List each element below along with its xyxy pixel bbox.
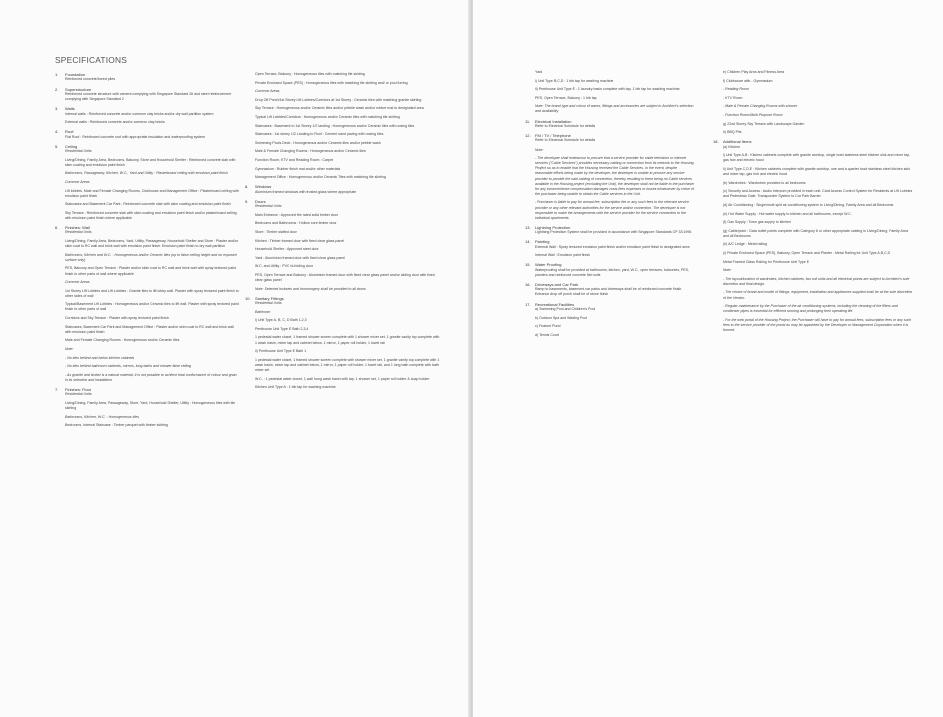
spec-paragraph: - Function Room/Multi-Purpose Room (723, 112, 783, 117)
spec-paragraph: Ramp to basements, basement car parks and driveways shall be of reinforced concrete finish. Entrance drop off porch shall be of stone finish (535, 287, 683, 297)
section-title: Walls (65, 106, 75, 112)
spec-paragraph: PES, Balcony and Open Terrace : Plaster and/or skim coat to RC wall and brick wall with spray textured paint finish to other parts of wall where applicable (65, 266, 237, 276)
spec-paragraph: Yard (535, 70, 543, 74)
spec-paragraph: Aluminium framed windows with frosted glass where appropriate (255, 189, 357, 194)
section-title: Foundation (65, 72, 86, 77)
section-body (245, 204, 440, 292)
spec-paragraph: - KTV Room (723, 95, 743, 100)
spec-paragraph: Lift lobbies, Male and Female Changing Rooms, Clubhouse and Management Office : Plasterboard ceiling with emulsion paint finish (65, 188, 239, 198)
spec-paragraph: - As granite and timber is a natural material, it is not possible to achieve total conformance of colour and grain in its selection and installation (65, 372, 237, 382)
spec-paragraph: 1 pedestal water closet, 1 framed shower screen complete with shower mixer set, 1 granite vanity top complete with 1 wash basin, mixer tap and cabinet below, 1 mirror, 1 paper roll holder, 1 towel rail, and 1 long bath complete with bath mixer set (255, 357, 440, 372)
spec-paragraph: Living/Dining, Family Area, Bedrooms, Balcony, Store and Household Shelter : Reinforced concrete slab with skim coating and emulsion paint finish (65, 157, 236, 167)
spec-section (245, 184, 440, 195)
section-number: 1. (55, 72, 59, 77)
spec-paragraph: W.C. : 1 pedestal water closet, 1 wall hung wash basin with tap, 1 shower set, 1 paper roll holder & soap holder (255, 376, 430, 381)
column-1 (55, 72, 240, 432)
spec-paragraph: Residential Units (255, 301, 282, 306)
spec-paragraph: - For the web portal of the Housing Project, the Purchaser will have to pay for annual fees, subscription fees or any such fees to the service provider of the portal as may be appointed by the Developer or Management Corporation when it is formed. (723, 317, 912, 332)
spec-paragraph: i) Unit Type A, B, C, D Bath 1,2,3 (255, 318, 307, 323)
spec-paragraph: (i) Private Enclosed Space (PES), Balcony, Open Terrace and Planter : Metal Railing for Unit Type A,B,C,D (723, 250, 891, 255)
spec-paragraph: W.C. and Utility : PVC bi-folding door (255, 264, 313, 269)
spec-paragraph: Note: The brand type and colour of wares, fittings and accessories are subject to Architect's selection and availability (535, 104, 694, 114)
spec-section (525, 70, 695, 115)
spec-paragraph: - The choice of brand and model of fittings, equipment, installation and appliances supplied shall be at the sole discretion of the Vendor. (723, 290, 913, 300)
section-number: 18. (713, 139, 719, 145)
spec-paragraph: (a) Kitchen (723, 144, 741, 149)
section-body (55, 392, 240, 428)
spec-paragraph: d) Tennis Court (535, 332, 559, 337)
section-number: 17. (525, 301, 531, 307)
section-number: 10. (245, 295, 251, 301)
section-number: 15. (525, 262, 531, 268)
spec-paragraph: Note: (723, 268, 732, 273)
section-title: Doors (255, 198, 266, 204)
spec-paragraph: Bathrooms, Kitchen and W.C. : Homogeneous and/or Ceramic tiles (up to false ceiling height and on exposed surface only) (65, 252, 237, 262)
spec-paragraph: Staircases and Basement Car Park : Reinforced concrete slab with skim coating and emulsion paint finish (65, 202, 231, 207)
spec-paragraph: Residential Units (65, 149, 92, 154)
section-number: 2. (55, 86, 59, 92)
spec-paragraph: i) Unit Type A,B : Kitchen cabinets complete with granite worktop, single bowl stainless steel kitchen sink and mixer tap, gas hob and electric hood (723, 153, 911, 163)
spec-paragraph: i) Unit Type B,C,D : 1 bib tap for washing machine (535, 78, 614, 83)
spec-paragraph: Reinforced concrete/bored piles (65, 77, 116, 82)
section-number: 7. (55, 386, 59, 392)
spec-paragraph: e) Children Play Area and Fitness Area (723, 70, 785, 74)
spec-paragraph: Management Office : Homogeneous and/or Ceramic Tiles with matching tile skirting (255, 175, 386, 180)
section-number: 4. (55, 129, 59, 135)
spec-paragraph: Staircases : Basement to 1st Storey 1/2 landing : Homogeneous and/or Ceramic tiles with nosing tiles (255, 123, 415, 128)
spec-paragraph: Bathroom (255, 309, 271, 314)
spec-section (245, 72, 440, 180)
column-2 (245, 72, 440, 394)
spec-paragraph: c) Feature Pond (535, 324, 561, 329)
spec-paragraph: 1st Storey Lift Lobbies and Lift Lobbies : Granite tiles to lift lobby wall. Plaster with spray textured paint finish to other sides of wall (65, 288, 239, 298)
spec-paragraph: Male and Female Changing Rooms : Homogeneous and/or Ceramic tiles (65, 338, 180, 343)
spec-paragraph: Sky Terrace : Homogeneous and/or Ceramic tiles and/or pebble wash and/or rubber mat to designated area (255, 106, 424, 111)
spec-paragraph: - Reading Room (723, 87, 749, 92)
spec-section (245, 199, 440, 292)
section-title: Additional Items (723, 139, 752, 145)
spec-section (525, 148, 695, 221)
spec-paragraph: (d) Air Conditioning : Single/multi split air conditioning system to Living/Dining, Family Area and all Bedrooms (723, 202, 894, 207)
section-title: Ceiling (65, 143, 78, 149)
spec-paragraph: Household Shelter : Approved steel door (255, 247, 319, 252)
spec-paragraph: Lightning Protection System shall be provided in accordance with Singapore Standards CP 33:1996 (535, 230, 692, 235)
section-body (713, 70, 913, 135)
spec-paragraph: Drop Off Porch/1st Storey Lift Lobbies/Corridors at 1st Storey : Ceramic tiles with matching granite skirting (255, 97, 422, 102)
spec-paragraph: 1 pedestal water closet, 1 framed shower screen complete with 1 shower mixer set, 1 granite vanity top complete with 1 wash basin, mixer tap and cabinet below, 1 mirror, 1 paper roll holder, 1 towel rail (255, 335, 440, 345)
spec-section (55, 72, 240, 83)
spec-paragraph: Common Areas (65, 280, 90, 285)
left-page (0, 0, 470, 717)
spec-paragraph: Common Areas (255, 89, 280, 94)
spec-section (525, 282, 695, 298)
spec-paragraph: - Regular maintenance by the Purchaser of the air conditioning systems, including the cleaning of the filters and condenser pipes is essential for efficient running and prolonging their operating life. (723, 304, 898, 314)
section-title: Painting (535, 239, 550, 245)
section-number: 16. (525, 281, 531, 287)
spec-paragraph: Bathrooms, Kitchen, W.C. : Homogeneous tiles (65, 414, 139, 419)
section-body (713, 145, 913, 333)
spec-paragraph: Internal walls : Reinforced concrete and/or common clay bricks and/or dry wall partition system (65, 111, 214, 116)
spec-paragraph: External walls : Reinforced concrete and/or common clay bricks (65, 120, 165, 125)
spec-paragraph: External Wall : Spray textured emulsion paint finish and/or emulsion paint finish to designated area (535, 244, 690, 249)
spec-paragraph: Kitchen : Timber framed door with fixed clear glass panel (255, 238, 345, 243)
page-title: SPECIFICATIONS (55, 55, 127, 65)
spec-paragraph: Reinforced concrete structure with cement complying with Singapore Standard 26 and steel reinforcement complying with Singapore Standard 2 (65, 91, 232, 101)
spec-paragraph: Metal Framed Glass Railing for Penthouse Unit Type E (723, 259, 810, 264)
section-body (525, 124, 695, 129)
spec-paragraph: Note: (535, 147, 544, 152)
section-title: Windows (255, 184, 272, 190)
spec-paragraph: Note: Selected locksets and ironmongery shall be provided to all doors (255, 286, 366, 291)
spec-paragraph: Common Areas (65, 179, 90, 184)
spec-section (55, 87, 240, 103)
spec-paragraph: - No tiles behind and below kitchen cabinets (65, 355, 135, 360)
spec-paragraph: Male & Female Changing Rooms : Homogeneous and/or Ceramic tiles (255, 149, 366, 154)
spec-paragraph: Penthouse Unit Type E Bath 2,3,4 (255, 326, 309, 331)
section-body (245, 301, 440, 390)
spec-paragraph: Waterproofing shall be provided at bathrooms, kitchen, yard, W.C., open terraces, balconies, PES, planters and reinforced concrete flat roofs (535, 267, 690, 277)
section-title: Electrical Installation (535, 118, 572, 124)
spec-paragraph: ii) Unit Type C,D,E : Kitchen cabinets complete with granite worktop, one and a quarter bowl stainless steel kitchen sink and mixer tap, gas hob and electric hood (723, 166, 911, 177)
spec-paragraph: b) Outdoor Spa and Wading Pool (535, 315, 588, 320)
section-number: 5. (55, 143, 59, 149)
section-number: 3. (55, 106, 59, 112)
spec-section (525, 262, 695, 278)
spec-paragraph: h) BBQ Pits (723, 130, 742, 135)
section-title: Finishes: Floor (65, 386, 92, 392)
spec-section (713, 139, 913, 333)
spec-paragraph: (b) Wardrobes : Wardrobes provided to all bedrooms (723, 180, 806, 185)
spec-paragraph: (g) Cable/point : Data outlet points complete with Category 6 or other appropriate cabling in Living/Dining, Family Area and all Bedrooms (723, 228, 908, 238)
spec-paragraph: (e) Hot Water Supply : Hot water supply to kitchen and all bathrooms, except W.C. (723, 211, 852, 216)
spec-paragraph: (c) Security and Access : Audio intercom provided in each unit. Card Access Control System for Residents at Lift Lobbies and Pedestrian Gate. Transponder System to Car Park Barrier (723, 189, 913, 199)
section-title: Superstructure (65, 86, 92, 92)
section-body (245, 72, 440, 180)
spec-section (55, 144, 240, 221)
section-body (525, 70, 695, 115)
section-body (525, 268, 695, 278)
spec-paragraph: Main Entrance : Approved fire rated solid timber door (255, 212, 339, 217)
spec-paragraph: (h) A/C Ledge : Metal railing (723, 242, 767, 247)
spec-section (55, 129, 240, 140)
section-body (525, 287, 695, 297)
spec-paragraph: Private Enclosed Space (PES) : Homogeneous tiles with matching tile skirting and/ or pool furring (255, 80, 408, 85)
section-body (525, 148, 695, 221)
section-number: 14. (525, 239, 531, 245)
section-body (525, 307, 695, 338)
column-3 (525, 70, 695, 342)
spec-paragraph: PES, Open Terrace, Balcony : 1 bib tap (535, 95, 597, 100)
spec-paragraph: Bathrooms, Passageway, Kitchen, W.C., Yard and Utility : Plasterboard ceiling with emulsion paint finish (65, 171, 228, 176)
spec-paragraph: PES, Open Terrace and Balcony : Aluminium framed door with fixed clear glass panel and/or sliding door with fixed clear glass panel (255, 272, 435, 282)
spec-paragraph: - Purchaser is liable to pay for annual fee, subscription fee or any such fees to the relevant service provider or any other relevant authorities for the service and/or connection. The developer is not responsible to make the arrangements with the service provider for the service connection to the individual apartments. (535, 200, 689, 220)
section-title: Water Proofing (535, 262, 562, 268)
spec-paragraph: Refer to Electrical Schedule for details (535, 123, 596, 128)
spec-section (525, 119, 695, 130)
spec-section (525, 239, 695, 258)
spec-section (713, 70, 913, 135)
section-number: 12. (525, 133, 531, 139)
spec-section (245, 296, 440, 391)
spec-paragraph: Swimming Pools Deck : Homogeneous and/or Ceramic tiles and/or pebble wash (255, 140, 381, 145)
spec-paragraph: (f) Gas Supply : Town gas supply to kitchen (723, 220, 791, 225)
section-body (55, 112, 240, 126)
spec-paragraph: Sky Terrace : Reinforced concrete slab with skim coating and emulsion paint finish and/or plasterboard ceiling with emulsion paint finish where applicable (65, 210, 237, 220)
spec-paragraph: - The layout/location of wardrobes, kitchen cabinets, fan coil units and all electrical points are subject to Architect's sole discretion and final design. (723, 276, 910, 286)
section-title: Lightning Protection (535, 224, 571, 230)
spec-paragraph: Refer to Electrical Schedule for details (535, 138, 596, 143)
section-body (55, 149, 240, 221)
spec-paragraph: Living/Dining, Family Area, Bedrooms, Yard, Utility, Passageway, Household Shelter and Store : Plaster and/or skim coat to RC wall and brick wall with emulsion paint finish. Emulsion paint finish to dry wall partition (65, 239, 239, 249)
section-number: 9. (245, 198, 249, 204)
spec-paragraph: Typical Lift Lobbies/Corridors : Homogeneous and/or Ceramic tiles with matching tile skirting (255, 114, 400, 119)
spec-section (55, 387, 240, 428)
section-body (55, 92, 240, 102)
column-4 (713, 70, 913, 337)
section-number: 13. (525, 224, 531, 230)
spec-section (525, 133, 695, 144)
spec-section (55, 225, 240, 383)
right-page (473, 0, 943, 717)
spec-paragraph: Residential Units (65, 392, 92, 397)
spec-paragraph: - The developer shall endeavour to procure that a service provider for cable television or internet services ("Cable Services") provides necessary cabling or connection from its network to the Housing Project so as to enable that the Housing received the Cable Services. In the event, despite reasonable efforts being made by the developer, the developer is unable to procure any service provider to provide the said cabling of connection, thereby resulting in there being no Cable services available in the Housing project (excluding the Unit), the developer shall not be liable to the purchaser for any inconvenience compensation damages costs fees expenses or losses whatsoever by virtue of the purchaser being unable to obtain the Cable services in the Unit. (535, 156, 695, 196)
spec-paragraph: a) Swimming Pool and Children's Pool (535, 306, 596, 311)
spec-paragraph: Open Terrace, Balcony : Homogeneous tiles with matching tile skirting (255, 72, 365, 76)
spec-paragraph: Function Room, KTV and Reading Room : Carpet (255, 157, 334, 162)
section-title: Sanitary Fittings (255, 295, 284, 301)
spec-paragraph: Staircases : 1st storey 1/2 Landing to Roof : Cement sand paving with nosing tiles (255, 132, 384, 137)
spec-paragraph: ii) Penthouse Unit Type E Bath 1 (255, 349, 307, 354)
section-number: 8. (245, 184, 249, 190)
spec-paragraph: ii) Penthouse Unit Type E : 1 laundry basin complete with tap, 1 bib tap for washing machine (535, 87, 680, 92)
spec-paragraph: Kitchen Unit Type A : 1 bib tap for washing machine (255, 385, 336, 390)
section-body (55, 77, 240, 82)
spec-paragraph: Living/Dining, Family Area, Passageway, Store, Yard, Household Shelter, Utility : Homogeneous tiles with tile skirting (65, 400, 236, 410)
spec-paragraph: Internal Wall : Emulsion paint finish (535, 253, 591, 258)
section-title: Driveways and Car Park (535, 281, 579, 287)
spec-paragraph: Gymnasium : Rubber finish mat and/or other materials (255, 166, 341, 171)
section-title: Recreational Facilities (535, 301, 575, 307)
spec-paragraph: Residential Units (255, 204, 282, 209)
spec-paragraph: - No tiles behind bathroom cabinets, mirrors, long baths and shower false ceiling (65, 364, 191, 369)
spec-paragraph: Residential Units (65, 230, 92, 235)
spec-paragraph: Staircases, Basement Car Park and Management Office : Plaster and/or skim coat to RC wall and brick wall with emulsion paint finish (65, 324, 234, 334)
section-body (525, 245, 695, 259)
spec-paragraph: g) 22nd Storey Sky Terrace with Landscape Garden (723, 121, 805, 126)
spec-paragraph: Corridors and Sky Terrace : Plaster with spray textured paint finish (65, 316, 169, 321)
spec-section (55, 106, 240, 125)
spec-paragraph: Typical/Basement Lift Lobbies : Homogeneous and/or Ceramic tiles to lift wall. Plaster with spray textured paint finish to other parts of wall (65, 302, 239, 312)
spec-paragraph: Bedrooms and Bathrooms : Hollow core timber door (255, 221, 337, 226)
spec-paragraph: f) Clubhouse with - Gymnasium (723, 78, 773, 83)
section-body (525, 230, 695, 235)
spec-paragraph: Store : Timber slatted door (255, 229, 297, 234)
section-title: FM / TV / Telephone (535, 133, 571, 139)
section-number: 11. (525, 118, 531, 124)
section-title: Finishes: Wall (65, 225, 90, 231)
spec-paragraph: Yard : Aluminium framed door with fixed clear glass panel (255, 255, 346, 260)
section-title: Roof (65, 129, 74, 135)
spec-paragraph: Bedrooms, Internal Staircase : Timber parquet with timber skirting (65, 423, 168, 428)
section-body (55, 135, 240, 140)
spec-section (525, 225, 695, 236)
spec-paragraph: Flat Roof : Reinforced concrete roof with appropriate insulation and waterproofing system (65, 134, 205, 139)
section-body (245, 190, 440, 195)
section-body (55, 230, 240, 382)
spec-section (525, 302, 695, 338)
section-body (525, 138, 695, 143)
section-number: 6. (55, 225, 59, 231)
spec-paragraph: - Male & Female Changing Rooms with shower (723, 104, 798, 109)
spec-paragraph: Note: (65, 346, 74, 351)
